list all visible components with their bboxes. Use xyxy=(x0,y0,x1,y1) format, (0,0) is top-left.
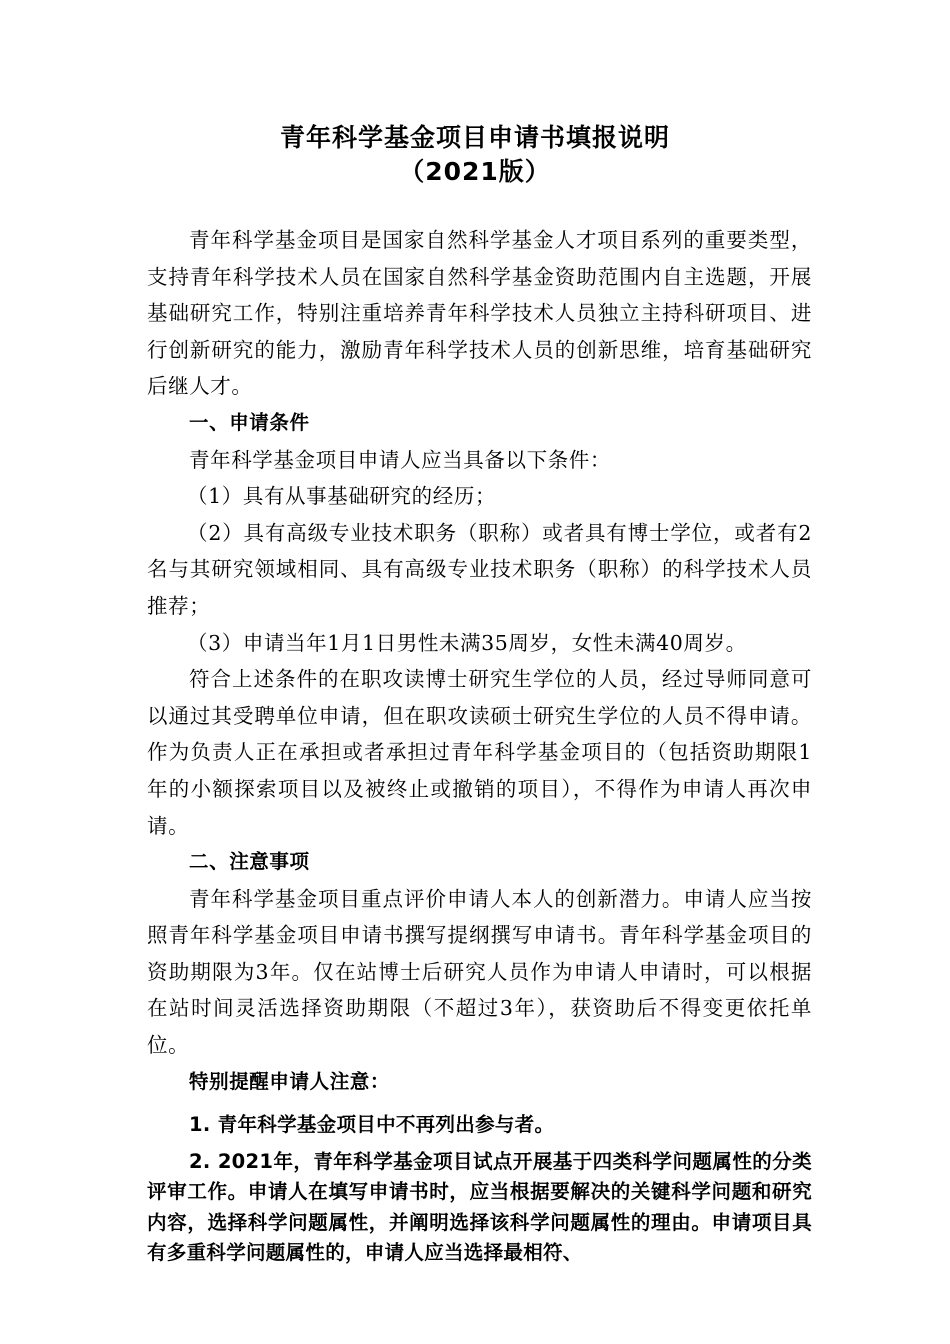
reminder-item: 1. 青年科学基金项目中不再列出参与者。 xyxy=(189,1113,555,1137)
intro-paragraph: 青年科学基金项目是国家自然科学基金人才项目系列的重要类型，支持青年科学技术人员在国家自然科学基金资助范围内自主选题，开展基础研究工作，特别注重培养青年科学技术人员独立主持科研项目、进行创新研究的能力，激励青年科学技术人员的创新思维，培育基础研究后继人才。 xyxy=(147,228,812,399)
section-heading-conditions: 一、申请条件 xyxy=(189,410,310,434)
reminder-heading: 特别提醒申请人注意： xyxy=(189,1069,391,1093)
condition-item: （3）申请当年1月1日男性未满35周岁，女性未满40周岁。 xyxy=(187,630,747,655)
document-subtitle: （2021版） xyxy=(399,157,551,186)
conditions-note: 符合上述条件的在职攻读博士研究生学位的人员，经过导师同意可以通过其受聘单位申请，但在职攻读硕士研究生学位的人员不得申请。作为负责人正在承担或者承担过青年科学基金项目的（包括资助期限1年的小额探索项目以及被终止或撤销的项目），不得作为申请人再次申请。 xyxy=(147,667,812,838)
document-body xyxy=(147,222,812,1269)
notes-paragraph: 青年科学基金项目重点评价申请人本人的创新潜力。申请人应当按照青年科学基金项目申请书撰写提纲撰写申请书。青年科学基金项目的资助期限为3年。仅在站博士后研究人员作为申请人申请时，可以根据在站时间灵活选择资助期限（不超过3年），获资助后不得变更依托单位。 xyxy=(147,886,812,1058)
condition-item: （1）具有从事基础研究的经历； xyxy=(187,484,497,509)
condition-item: （2）具有高级专业技术职务（职称）或者具有博士学位，或者有2名与其研究领域相同、具有高级专业技术职务（职称）的科学技术人员推荐； xyxy=(147,520,812,618)
section-heading-notes: 二、注意事项 xyxy=(189,850,310,874)
document-title: 青年科学基金项目申请书填报说明 xyxy=(279,123,670,152)
conditions-lead: 青年科学基金项目申请人应当具备以下条件： xyxy=(189,447,611,472)
reminder-item: 2. 2021年，青年科学基金项目试点开展基于四类科学问题属性的分类评审工作。申请人在填写申请书时，应当根据要解决的关键科学问题和研究内容，选择科学问题属性，并阐明选择该科学问题属性的理由。申请项目具有多重科学问题属性的，申请人应当选择最相符、 xyxy=(147,1149,812,1265)
